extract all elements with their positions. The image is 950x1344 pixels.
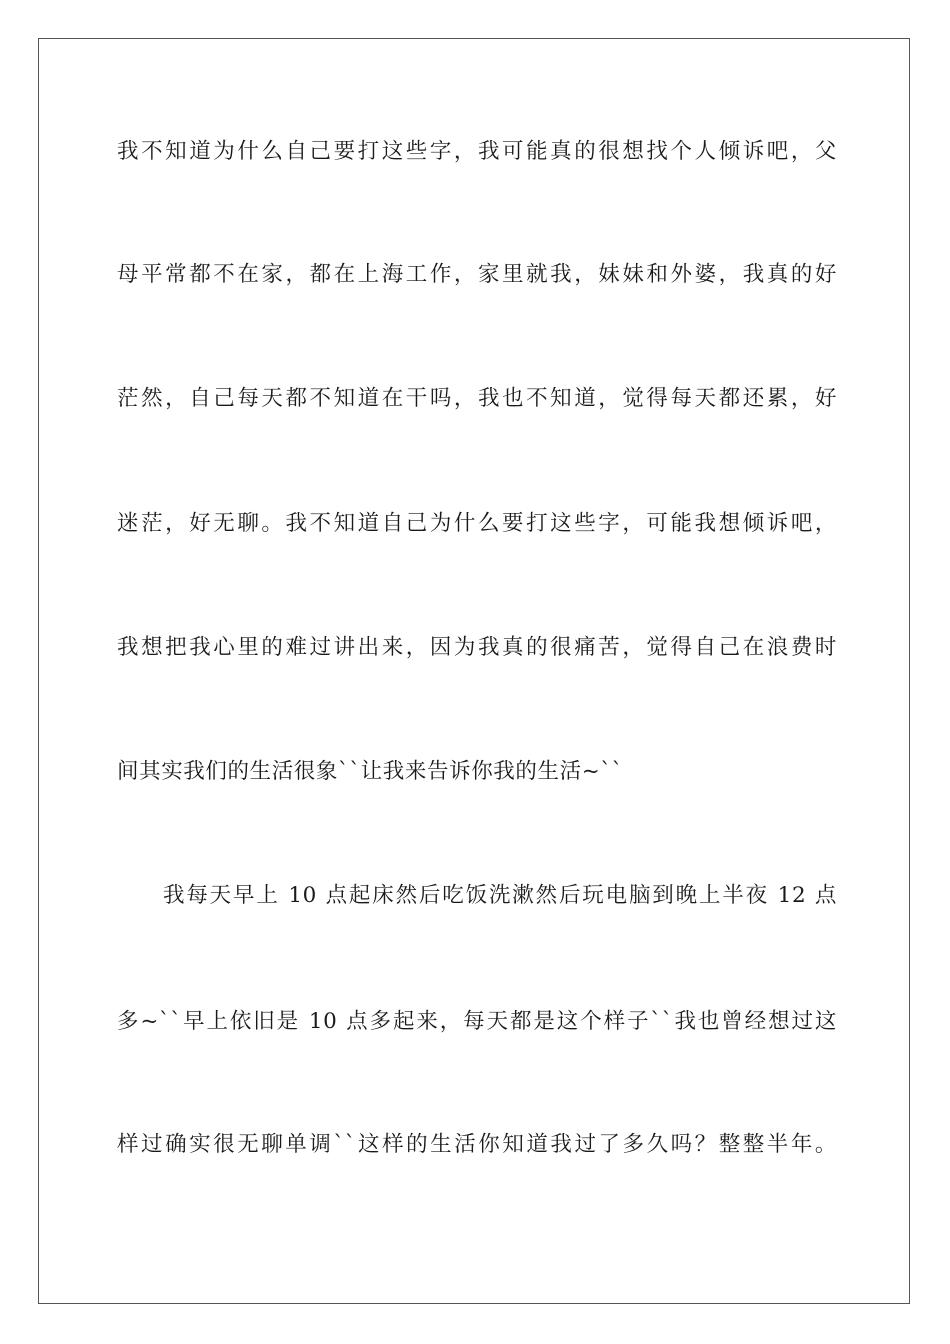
text-line: 间其实我们的生活很象``让我来告诉你我的生活~`` [117, 759, 624, 784]
text-line: 迷茫，好无聊。我不知道自己为什么要打这些字，可能我想倾诉吧， [117, 511, 837, 536]
text-line: 母平常都不在家，都在上海工作，家里就我，妹妹和外婆，我真的好 [117, 262, 837, 287]
page-border [38, 38, 910, 1304]
paragraph-start-line: 我每天早上 10 点起床然后吃饭洗漱然后玩电脑到晚上半夜 12 点 [163, 883, 837, 908]
text-line: 样过确实很无聊单调``这样的生活你知道我过了多久吗？整整半年。 [117, 1132, 837, 1157]
text-line: 我不知道为什么自己要打这些字，我可能真的很想找个人倾诉吧，父 [117, 139, 837, 164]
text-line: 多~``早上依旧是 10 点多起来，每天都是这个样子``我也曾经想过这 [117, 1009, 837, 1034]
text-line: 茫然，自己每天都不知道在干吗，我也不知道，觉得每天都还累，好 [117, 386, 837, 411]
text-line: 我想把我心里的难过讲出来，因为我真的很痛苦，觉得自己在浪费时 [117, 635, 837, 660]
